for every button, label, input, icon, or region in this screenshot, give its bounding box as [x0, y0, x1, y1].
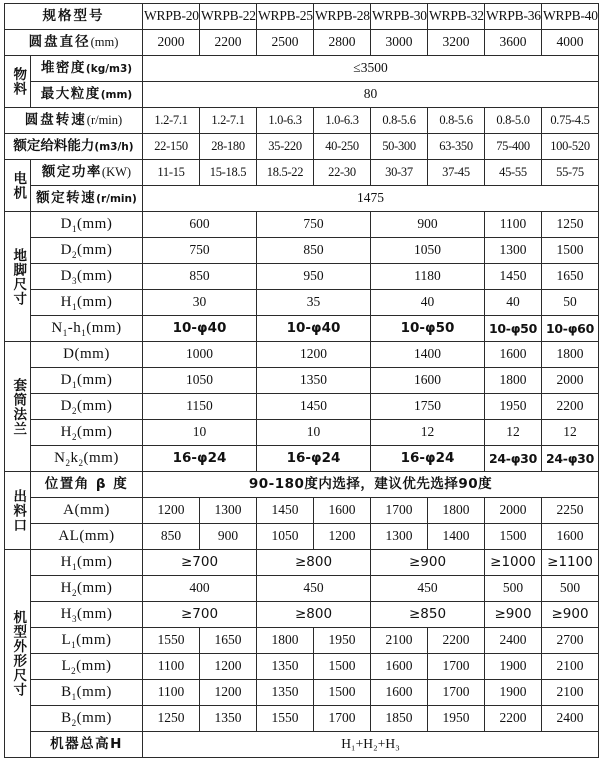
cell-mach-b1-1: 1200 [200, 680, 257, 706]
cell-mach-h2-1: 450 [257, 576, 371, 602]
cell-feed-capacity-3: 40-250 [314, 134, 371, 160]
cell-mach-h2-0: 400 [143, 576, 257, 602]
cell-feed-capacity-0: 22-150 [143, 134, 200, 160]
cell-flange-h2-4: 12 [542, 420, 599, 446]
cell-rated-power-4: 30-37 [371, 160, 428, 186]
table-row-mach-h2 [5, 576, 599, 602]
cell-foot-d2-4: 1500 [542, 238, 599, 264]
table-row-outlet-a [5, 498, 599, 524]
row-label-flange-d: D(mm) [31, 342, 143, 368]
row-label-mach-h2: $H_2(mm)$ [31, 576, 143, 602]
row-label-flange-h2: $H_2(mm)$ [31, 420, 143, 446]
cell-disc-speed-2: 1.0-6.3 [257, 108, 314, 134]
header-spec-label: 规格型号 [5, 4, 143, 30]
table-row-flange-n2k2 [5, 446, 599, 472]
cell-mach-b2-6: 2200 [485, 706, 542, 732]
cell-foot-d3-1: 950 [257, 264, 371, 290]
cell-rated-power-6: 45-55 [485, 160, 542, 186]
cell-rated-power-3: 22-30 [314, 160, 371, 186]
cell-disc-diameter-1: 2200 [200, 30, 257, 56]
table-row-bulk-density [5, 56, 599, 82]
row-label-flange-d2: $D_2(mm)$ [31, 394, 143, 420]
model-header-2: WRPB-25 [257, 4, 314, 30]
cell-mach-l2-2: 1350 [257, 654, 314, 680]
group-label-motor: 电机 [5, 160, 31, 212]
cell-mach-l1-7: 2700 [542, 628, 599, 654]
table-row-foot-n1h1 [5, 316, 599, 342]
cell-mach-h1-4: ≥1100 [542, 550, 599, 576]
cell-mach-h1-1: ≥800 [257, 550, 371, 576]
cell-foot-d1-0: 600 [143, 212, 257, 238]
cell-mach-b1-3: 1500 [314, 680, 371, 706]
cell-position-angle-merged: 90-180度内选择，建议优先选择90度 [143, 472, 599, 498]
cell-mach-b1-0: 1100 [143, 680, 200, 706]
cell-mach-b2-4: 1850 [371, 706, 428, 732]
cell-rated-power-5: 37-45 [428, 160, 485, 186]
row-label-outlet-al: AL(mm) [31, 524, 143, 550]
row-label-position-angle: 位置角 β 度 [31, 472, 143, 498]
cell-total-height-merged: H₁+H₂+H₃ [143, 732, 599, 758]
row-label-outlet-a: A(mm) [31, 498, 143, 524]
cell-mach-h3-4: ≥900 [542, 602, 599, 628]
cell-mach-h3-2: ≥850 [371, 602, 485, 628]
table-row-mach-h3 [5, 602, 599, 628]
cell-mach-l2-5: 1700 [428, 654, 485, 680]
row-label-foot-d2: $D_2(mm)$ [31, 238, 143, 264]
cell-mach-b1-7: 2100 [542, 680, 599, 706]
cell-disc-diameter-0: 2000 [143, 30, 200, 56]
group-label-material: 物料 [5, 56, 31, 108]
cell-feed-capacity-6: 75-400 [485, 134, 542, 160]
row-label-foot-n1h1: $N_1-h_1(mm)$ [31, 316, 143, 342]
cell-flange-n2k2-2: 16-φ24 [371, 446, 485, 472]
table-row-feed-capacity [5, 134, 599, 160]
cell-mach-l2-3: 1500 [314, 654, 371, 680]
cell-mach-b1-5: 1700 [428, 680, 485, 706]
cell-disc-speed-6: 0.8-5.0 [485, 108, 542, 134]
cell-outlet-al-1: 900 [200, 524, 257, 550]
cell-outlet-al-2: 1050 [257, 524, 314, 550]
table-row-disc-diameter [5, 30, 599, 56]
table-row-mach-l1 [5, 628, 599, 654]
cell-mach-h1-0: ≥700 [143, 550, 257, 576]
table-row-flange-d2 [5, 394, 599, 420]
cell-feed-capacity-4: 50-300 [371, 134, 428, 160]
cell-flange-n2k2-4: 24-φ30 [542, 446, 599, 472]
row-label-mach-b1: $B_1(mm)$ [31, 680, 143, 706]
cell-mach-l2-6: 1900 [485, 654, 542, 680]
table-row-foot-d2 [5, 238, 599, 264]
table-row-max-particle [5, 82, 599, 108]
row-label-mach-b2: $B_2(mm)$ [31, 706, 143, 732]
cell-bulk-density-merged: ≤3500 [143, 56, 599, 82]
cell-flange-h2-3: 12 [485, 420, 542, 446]
row-label-disc-diameter: 圆盘直径(mm) [5, 30, 143, 56]
model-header-5: WRPB-32 [428, 4, 485, 30]
cell-outlet-al-5: 1400 [428, 524, 485, 550]
cell-foot-d2-2: 1050 [371, 238, 485, 264]
cell-mach-h2-2: 450 [371, 576, 485, 602]
model-header-7: WRPB-40 [542, 4, 599, 30]
cell-flange-n2k2-1: 16-φ24 [257, 446, 371, 472]
row-label-rated-speed: 额定转速(r/min) [31, 186, 143, 212]
cell-mach-b2-1: 1350 [200, 706, 257, 732]
cell-flange-d-2: 1400 [371, 342, 485, 368]
cell-outlet-al-4: 1300 [371, 524, 428, 550]
cell-mach-h3-3: ≥900 [485, 602, 542, 628]
cell-flange-d2-2: 1750 [371, 394, 485, 420]
model-header-1: WRPB-22 [200, 4, 257, 30]
cell-mach-b1-4: 1600 [371, 680, 428, 706]
cell-flange-d2-1: 1450 [257, 394, 371, 420]
cell-foot-d3-2: 1180 [371, 264, 485, 290]
cell-outlet-a-0: 1200 [143, 498, 200, 524]
cell-foot-n1h1-2: 10-φ50 [371, 316, 485, 342]
cell-mach-l1-5: 2200 [428, 628, 485, 654]
cell-foot-d2-0: 750 [143, 238, 257, 264]
cell-flange-h2-2: 12 [371, 420, 485, 446]
model-header-6: WRPB-36 [485, 4, 542, 30]
cell-foot-d3-0: 850 [143, 264, 257, 290]
cell-feed-capacity-7: 100-520 [542, 134, 599, 160]
cell-max-particle-merged: 80 [143, 82, 599, 108]
cell-mach-h2-3: 500 [485, 576, 542, 602]
cell-rated-power-2: 18.5-22 [257, 160, 314, 186]
cell-foot-h1-0: 30 [143, 290, 257, 316]
cell-mach-l1-4: 2100 [371, 628, 428, 654]
table-row-mach-l2 [5, 654, 599, 680]
table-row-outlet-al [5, 524, 599, 550]
cell-foot-d2-1: 850 [257, 238, 371, 264]
table-row-rated-power [5, 160, 599, 186]
row-label-mach-l2: $L_2(mm)$ [31, 654, 143, 680]
cell-disc-speed-7: 0.75-4.5 [542, 108, 599, 134]
cell-mach-h3-0: ≥700 [143, 602, 257, 628]
cell-mach-b2-7: 2400 [542, 706, 599, 732]
table-row-mach-b1 [5, 680, 599, 706]
cell-rated-power-1: 15-18.5 [200, 160, 257, 186]
row-label-max-particle: 最大粒度(mm) [31, 82, 143, 108]
cell-flange-h2-0: 10 [143, 420, 257, 446]
cell-foot-h1-4: 50 [542, 290, 599, 316]
cell-flange-d1-3: 1800 [485, 368, 542, 394]
cell-rated-power-0: 11-15 [143, 160, 200, 186]
cell-foot-n1h1-1: 10-φ40 [257, 316, 371, 342]
cell-mach-l1-2: 1800 [257, 628, 314, 654]
cell-flange-d-3: 1600 [485, 342, 542, 368]
cell-foot-d1-3: 1100 [485, 212, 542, 238]
cell-disc-diameter-3: 2800 [314, 30, 371, 56]
cell-outlet-a-6: 2000 [485, 498, 542, 524]
cell-foot-d2-3: 1300 [485, 238, 542, 264]
cell-outlet-a-7: 2250 [542, 498, 599, 524]
row-label-foot-d3: $D_3(mm)$ [31, 264, 143, 290]
cell-outlet-a-4: 1700 [371, 498, 428, 524]
cell-foot-n1h1-4: 10-φ60 [542, 316, 599, 342]
table-row-disc-speed [5, 108, 599, 134]
cell-outlet-al-3: 1200 [314, 524, 371, 550]
table-row-flange-h2 [5, 420, 599, 446]
table-row-mach-h1 [5, 550, 599, 576]
row-label-total-height: 机器总高H [31, 732, 143, 758]
row-label-mach-h3: $H_3(mm)$ [31, 602, 143, 628]
cell-feed-capacity-5: 63-350 [428, 134, 485, 160]
group-label-sleeve-flange: 套筒法兰 [5, 342, 31, 472]
cell-disc-speed-5: 0.8-5.6 [428, 108, 485, 134]
cell-disc-diameter-5: 3200 [428, 30, 485, 56]
cell-mach-l1-3: 1950 [314, 628, 371, 654]
row-label-flange-n2k2: $N_2k_2(mm)$ [31, 446, 143, 472]
row-label-bulk-density: 堆密度(kg/m3) [31, 56, 143, 82]
row-label-feed-capacity: 额定给料能力(m3/h) [5, 134, 143, 160]
cell-outlet-a-3: 1600 [314, 498, 371, 524]
row-label-flange-d1: $D_1(mm)$ [31, 368, 143, 394]
model-header-3: WRPB-28 [314, 4, 371, 30]
cell-mach-b1-6: 1900 [485, 680, 542, 706]
cell-disc-speed-1: 1.2-7.1 [200, 108, 257, 134]
row-label-disc-speed: 圆盘转速(r/min) [5, 108, 143, 134]
cell-feed-capacity-2: 35-220 [257, 134, 314, 160]
table-row-flange-d [5, 342, 599, 368]
cell-outlet-a-2: 1450 [257, 498, 314, 524]
row-label-foot-h1: $H_1(mm)$ [31, 290, 143, 316]
cell-foot-h1-3: 40 [485, 290, 542, 316]
group-label-discharge-outlet: 出料口 [5, 472, 31, 550]
cell-flange-d2-3: 1950 [485, 394, 542, 420]
cell-mach-h1-3: ≥1000 [485, 550, 542, 576]
cell-flange-d-4: 1800 [542, 342, 599, 368]
cell-mach-b1-2: 1350 [257, 680, 314, 706]
cell-foot-n1h1-0: 10-φ40 [143, 316, 257, 342]
table-row-position-angle [5, 472, 599, 498]
cell-rated-speed-merged: 1475 [143, 186, 599, 212]
cell-flange-n2k2-0: 16-φ24 [143, 446, 257, 472]
model-header-0: WRPB-20 [143, 4, 200, 30]
specification-table [4, 3, 599, 758]
cell-mach-b2-0: 1250 [143, 706, 200, 732]
cell-rated-power-7: 55-75 [542, 160, 599, 186]
table-row-rated-speed [5, 186, 599, 212]
cell-disc-speed-4: 0.8-5.6 [371, 108, 428, 134]
cell-flange-d1-2: 1600 [371, 368, 485, 394]
table-row-total-height [5, 732, 599, 758]
cell-disc-diameter-7: 4000 [542, 30, 599, 56]
cell-flange-d1-0: 1050 [143, 368, 257, 394]
cell-mach-l2-0: 1100 [143, 654, 200, 680]
cell-foot-d1-1: 750 [257, 212, 371, 238]
cell-mach-l1-0: 1550 [143, 628, 200, 654]
cell-flange-d2-0: 1150 [143, 394, 257, 420]
cell-outlet-al-7: 1600 [542, 524, 599, 550]
cell-flange-d-0: 1000 [143, 342, 257, 368]
cell-mach-l2-1: 1200 [200, 654, 257, 680]
cell-foot-h1-1: 35 [257, 290, 371, 316]
cell-flange-n2k2-3: 24-φ30 [485, 446, 542, 472]
cell-disc-speed-3: 1.0-6.3 [314, 108, 371, 134]
cell-mach-l1-6: 2400 [485, 628, 542, 654]
cell-mach-b2-3: 1700 [314, 706, 371, 732]
cell-mach-l2-4: 1600 [371, 654, 428, 680]
cell-flange-h2-1: 10 [257, 420, 371, 446]
model-header-4: WRPB-30 [371, 4, 428, 30]
cell-foot-d1-2: 900 [371, 212, 485, 238]
cell-foot-h1-2: 40 [371, 290, 485, 316]
cell-mach-h3-1: ≥800 [257, 602, 371, 628]
table-row-mach-b2 [5, 706, 599, 732]
row-label-mach-h1: $H_1(mm)$ [31, 550, 143, 576]
table-row-flange-d1 [5, 368, 599, 394]
cell-foot-n1h1-3: 10-φ50 [485, 316, 542, 342]
cell-disc-diameter-2: 2500 [257, 30, 314, 56]
cell-flange-d1-1: 1350 [257, 368, 371, 394]
cell-outlet-a-5: 1800 [428, 498, 485, 524]
cell-disc-diameter-4: 3000 [371, 30, 428, 56]
group-label-machine-dimensions: 机型外形尺寸 [5, 550, 31, 758]
cell-outlet-al-6: 1500 [485, 524, 542, 550]
row-label-foot-d1: $D_1(mm)$ [31, 212, 143, 238]
cell-mach-l1-1: 1650 [200, 628, 257, 654]
cell-outlet-a-1: 1300 [200, 498, 257, 524]
row-label-mach-l1: $L_1(mm)$ [31, 628, 143, 654]
cell-disc-speed-0: 1.2-7.1 [143, 108, 200, 134]
cell-feed-capacity-1: 28-180 [200, 134, 257, 160]
cell-mach-b2-2: 1550 [257, 706, 314, 732]
table-row-foot-d1 [5, 212, 599, 238]
cell-flange-d-1: 1200 [257, 342, 371, 368]
cell-mach-b2-5: 1950 [428, 706, 485, 732]
cell-disc-diameter-6: 3600 [485, 30, 542, 56]
group-label-foot-dimensions: 地脚尺寸 [5, 212, 31, 342]
cell-mach-h1-2: ≥900 [371, 550, 485, 576]
cell-flange-d1-4: 2000 [542, 368, 599, 394]
cell-mach-l2-7: 2100 [542, 654, 599, 680]
cell-mach-h2-4: 500 [542, 576, 599, 602]
cell-foot-d3-4: 1650 [542, 264, 599, 290]
cell-outlet-al-0: 850 [143, 524, 200, 550]
cell-foot-d1-4: 1250 [542, 212, 599, 238]
cell-foot-d3-3: 1450 [485, 264, 542, 290]
table-row-foot-d3 [5, 264, 599, 290]
cell-flange-d2-4: 2200 [542, 394, 599, 420]
table-row-header [5, 4, 599, 30]
row-label-rated-power: 额定功率(KW) [31, 160, 143, 186]
table-row-foot-h1 [5, 290, 599, 316]
